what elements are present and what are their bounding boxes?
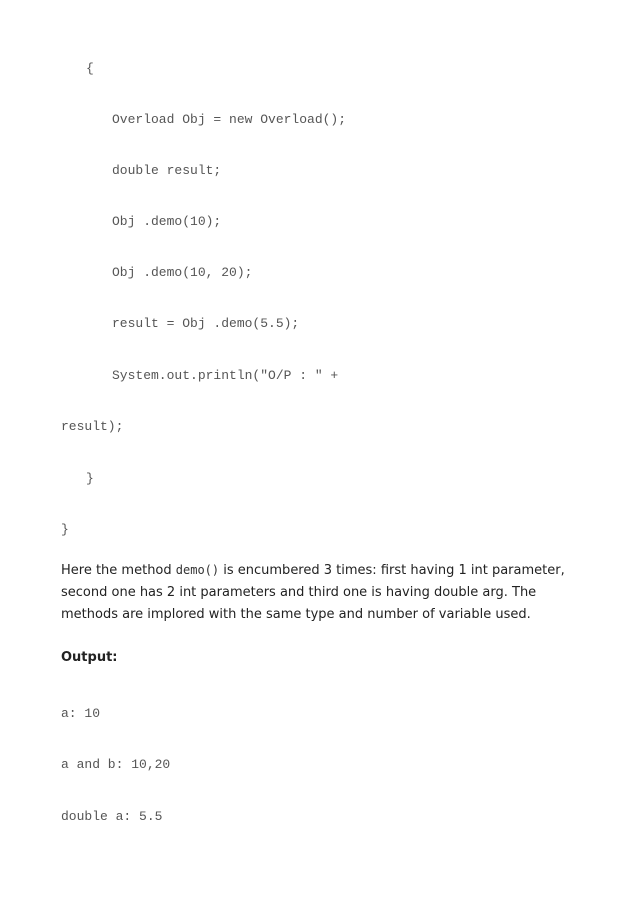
code-line-println-continued: result); bbox=[61, 419, 124, 434]
explanation-paragraph bbox=[61, 559, 591, 626]
code-line-close-brace-outer: } bbox=[61, 522, 69, 537]
code-line-demo-two-int: Obj .demo(10, 20); bbox=[112, 265, 253, 280]
code-line-demo-double: result = Obj .demo(5.5); bbox=[112, 316, 300, 331]
explanation-text-start: Here the method bbox=[61, 563, 176, 578]
explanation-text-end: is encumbered 3 times: first having 1 int parameter, second one has 2 int parameters and third one is having double arg. The methods are implored with the same type and number of variable used. bbox=[61, 563, 565, 622]
inline-code-demo: demo() bbox=[175, 563, 220, 577]
code-line-demo-int: Obj .demo(10); bbox=[112, 214, 222, 229]
code-line-open-brace: { bbox=[86, 61, 94, 76]
code-line-println: System.out.println("O/P : " + bbox=[112, 368, 339, 383]
output-line-double-a: double a: 5.5 bbox=[61, 809, 163, 824]
code-line-declare-result: double result; bbox=[112, 163, 222, 178]
code-line-close-brace-inner: } bbox=[86, 471, 94, 486]
output-line-a: a: 10 bbox=[61, 706, 101, 721]
output-heading: Output: bbox=[61, 650, 118, 665]
code-line-object-creation: Overload Obj = new Overload(); bbox=[112, 112, 347, 127]
output-line-a-and-b: a and b: 10,20 bbox=[61, 757, 171, 772]
